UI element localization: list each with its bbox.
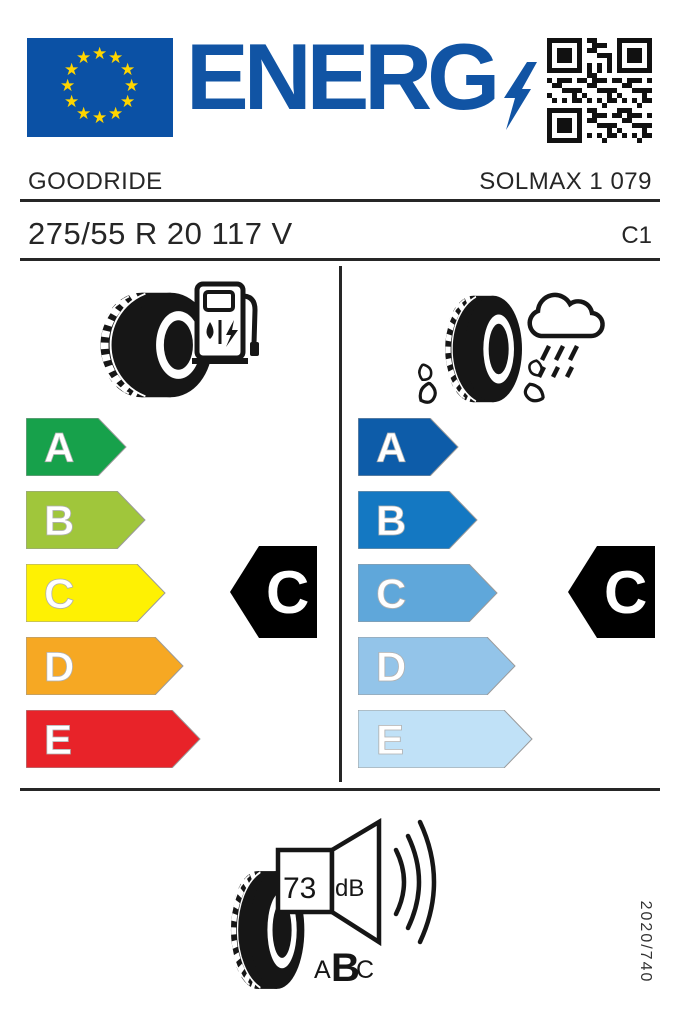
water-splash-icon bbox=[523, 382, 547, 404]
qr-code bbox=[547, 38, 652, 143]
noise-pictogram bbox=[222, 806, 462, 1001]
fuel-grade-arrow bbox=[26, 418, 127, 476]
star-icon: ★ bbox=[92, 44, 108, 63]
noise-class-b-highlighted: B bbox=[331, 946, 360, 990]
lightning-bolt-icon bbox=[502, 62, 538, 130]
fuel-grade-arrow bbox=[26, 637, 184, 695]
fuel-rating-value: C bbox=[266, 559, 310, 626]
water-splash-icon bbox=[419, 382, 437, 404]
noise-unit: dB bbox=[335, 875, 365, 902]
divider-line bbox=[20, 788, 660, 791]
star-icon: ★ bbox=[120, 60, 136, 79]
divider-line bbox=[20, 199, 660, 202]
water-splash-icon bbox=[417, 363, 433, 381]
star-icon: ★ bbox=[64, 60, 80, 79]
fuel-pump-icon bbox=[192, 284, 259, 364]
wet-grip-grade-arrow bbox=[358, 418, 459, 476]
wet-grip-grade-letter: B bbox=[376, 497, 407, 544]
wet-grip-rating-arrow bbox=[568, 546, 655, 638]
fuel-grade-arrow bbox=[26, 710, 201, 768]
star-icon: ★ bbox=[60, 76, 76, 95]
model-name: SOLMAX 1 079 bbox=[479, 168, 652, 195]
wet-grip-grade-letter: C bbox=[376, 570, 407, 617]
fuel-grade-letter: D bbox=[44, 643, 75, 690]
fuel-grade-arrow bbox=[26, 491, 146, 549]
fuel-grade-letter: A bbox=[44, 424, 75, 471]
noise-value: 73 bbox=[283, 872, 317, 905]
fuel-grade-letter: B bbox=[44, 497, 75, 544]
sound-waves-icon bbox=[396, 822, 434, 942]
regulation-number: 2020/740 bbox=[637, 900, 654, 984]
star-icon: ★ bbox=[120, 92, 136, 111]
tire-icon bbox=[441, 296, 522, 402]
wet-grip-rating-value: C bbox=[604, 559, 648, 626]
wet-grip-grade-arrow bbox=[358, 564, 498, 622]
star-icon: ★ bbox=[92, 108, 108, 127]
wet-grip-grade-arrow bbox=[358, 491, 478, 549]
wet-grip-grade-letter: A bbox=[376, 424, 407, 471]
wet-grip-grade-letter: D bbox=[376, 643, 407, 690]
wet-grip-grade-arrow bbox=[358, 710, 533, 768]
star-icon: ★ bbox=[108, 104, 124, 123]
fuel-grade-letter: C bbox=[44, 570, 75, 617]
fuel-grade-arrow bbox=[26, 564, 166, 622]
wet-grip-grade-letter: E bbox=[376, 716, 405, 763]
star-icon: ★ bbox=[108, 48, 124, 67]
tyre-size: 275/55 R 20 117 V bbox=[28, 216, 293, 251]
noise-class-a: A bbox=[314, 956, 331, 984]
star-icon: ★ bbox=[124, 76, 140, 95]
wet-grip-grade-arrow bbox=[358, 637, 516, 695]
wet-grip-pictogram bbox=[415, 270, 645, 420]
fuel-efficiency-pictogram bbox=[78, 272, 338, 407]
star-icon: ★ bbox=[76, 104, 92, 123]
star-icon: ★ bbox=[64, 92, 80, 111]
noise-class-c: C bbox=[356, 956, 375, 984]
fuel-grade-letter: E bbox=[44, 716, 73, 763]
star-icon: ★ bbox=[76, 48, 92, 67]
fuel-rating-arrow bbox=[230, 546, 317, 638]
energ-logo-text: ENERG bbox=[186, 24, 496, 129]
eu-flag bbox=[27, 38, 173, 137]
tyre-class: C1 bbox=[621, 222, 652, 249]
column-divider bbox=[339, 266, 342, 782]
brand-name: GOODRIDE bbox=[28, 168, 163, 195]
divider-line bbox=[20, 258, 660, 261]
